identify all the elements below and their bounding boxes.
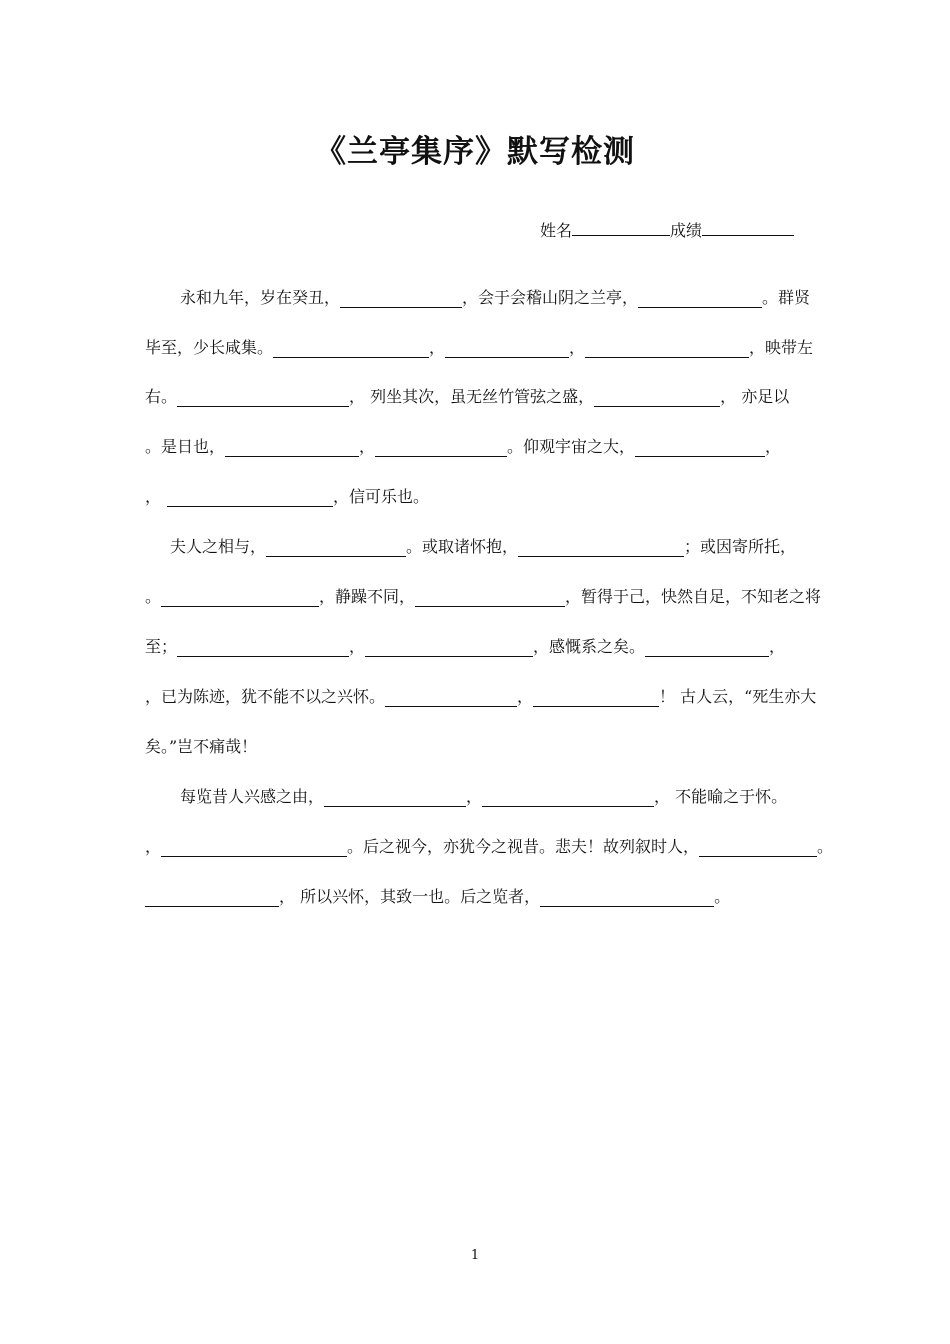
text-line-10 xyxy=(145,733,810,757)
text-line-12 xyxy=(145,833,834,857)
text-line-1 xyxy=(180,284,810,308)
text-segment: 。群贤 xyxy=(762,288,811,307)
text-segment: ；或因寄所托， xyxy=(684,537,797,556)
text-segment: ， xyxy=(569,338,586,357)
answer-blank[interactable] xyxy=(365,638,533,657)
text-segment: ， xyxy=(769,637,786,656)
text-segment: ， xyxy=(145,487,162,506)
text-segment: ， 亦足以 xyxy=(720,387,790,406)
page-title: 《兰亭集序》默写检测 xyxy=(315,134,635,170)
score-blank[interactable] xyxy=(702,219,794,236)
text-segment: 永和九年，岁在癸丑， xyxy=(180,288,341,307)
text-segment: 。仰观宇宙之大， xyxy=(507,437,636,456)
page-number: 1 xyxy=(470,1248,480,1263)
answer-blank[interactable] xyxy=(638,289,762,308)
text-line-13 xyxy=(145,883,810,907)
text-segment: ，已为陈迹，犹不能不以之兴怀。 xyxy=(145,687,386,706)
text-line-6 xyxy=(170,533,810,557)
answer-blank[interactable] xyxy=(699,838,817,857)
answer-blank[interactable] xyxy=(518,538,684,557)
score-label: 成绩 xyxy=(670,221,703,240)
text-segment: 。后之视今，亦犹今之视昔。悲夫！故列叙时人， xyxy=(347,837,700,856)
text-segment: ， xyxy=(349,637,366,656)
answer-blank[interactable] xyxy=(177,388,349,407)
text-segment: 。或取诸怀抱， xyxy=(406,537,519,556)
text-line-2 xyxy=(145,334,814,358)
text-segment: ，会于会稽山阴之兰亭， xyxy=(462,288,639,307)
answer-blank[interactable] xyxy=(385,688,517,707)
text-segment: 。是日也， xyxy=(145,437,226,456)
text-segment: ， xyxy=(359,437,376,456)
text-segment: ，感慨系之矣。 xyxy=(533,637,646,656)
answer-blank[interactable] xyxy=(533,688,659,707)
student-info xyxy=(540,218,810,241)
answer-blank[interactable] xyxy=(375,438,507,457)
text-segment: ，信可乐也。 xyxy=(333,487,430,506)
answer-blank[interactable] xyxy=(225,438,359,457)
text-line-11 xyxy=(180,783,810,807)
text-segment: ， 所以兴怀，其致一也。后之览者， xyxy=(279,887,541,906)
text-segment: 毕至，少长咸集。 xyxy=(145,338,274,357)
answer-blank[interactable] xyxy=(540,888,714,907)
text-line-9 xyxy=(145,683,817,707)
text-line-3 xyxy=(145,383,810,407)
text-segment: ！ 古人云，“死生亦大 xyxy=(659,687,817,706)
answer-blank[interactable] xyxy=(266,538,406,557)
answer-blank[interactable] xyxy=(635,438,765,457)
answer-blank[interactable] xyxy=(161,588,319,607)
text-segment: 。 xyxy=(817,837,834,856)
text-line-5 xyxy=(145,483,810,507)
text-segment: ， xyxy=(466,787,483,806)
answer-blank[interactable] xyxy=(161,838,347,857)
text-segment: ，静躁不同， xyxy=(319,587,416,606)
answer-blank[interactable] xyxy=(273,339,429,358)
answer-blank[interactable] xyxy=(415,588,565,607)
text-segment: 至； xyxy=(145,637,178,656)
answer-blank[interactable] xyxy=(177,638,349,657)
text-segment: 。 xyxy=(714,887,731,906)
answer-blank[interactable] xyxy=(167,488,333,507)
text-segment: ， xyxy=(145,837,162,856)
answer-blank[interactable] xyxy=(585,339,749,358)
text-segment: 每览昔人兴感之由， xyxy=(180,787,325,806)
answer-blank[interactable] xyxy=(645,638,769,657)
name-label: 姓名 xyxy=(540,221,573,240)
text-segment: ， xyxy=(429,338,446,357)
answer-blank[interactable] xyxy=(482,788,654,807)
text-segment: ， xyxy=(765,437,782,456)
text-line-4 xyxy=(145,433,810,457)
answer-blank[interactable] xyxy=(324,788,466,807)
answer-blank[interactable] xyxy=(145,888,279,907)
text-segment: ， 不能喻之于怀。 xyxy=(654,787,788,806)
text-segment: 右。 xyxy=(145,387,178,406)
text-segment: ，映带左 xyxy=(749,338,814,357)
text-segment: ， xyxy=(517,687,534,706)
text-segment: 。 xyxy=(145,587,162,606)
text-segment: 矣。”岂不痛哉！ xyxy=(145,737,258,756)
answer-blank[interactable] xyxy=(594,388,720,407)
name-blank[interactable] xyxy=(572,219,670,236)
text-segment: ， 列坐其次，虽无丝竹管弦之盛， xyxy=(349,387,595,406)
answer-blank[interactable] xyxy=(340,289,462,308)
answer-blank[interactable] xyxy=(445,339,569,358)
text-segment: 夫人之相与， xyxy=(170,537,267,556)
text-line-8 xyxy=(145,633,810,657)
text-segment: ，暂得于己，快然自足，不知老之将 xyxy=(565,587,822,606)
text-line-7 xyxy=(145,583,822,607)
